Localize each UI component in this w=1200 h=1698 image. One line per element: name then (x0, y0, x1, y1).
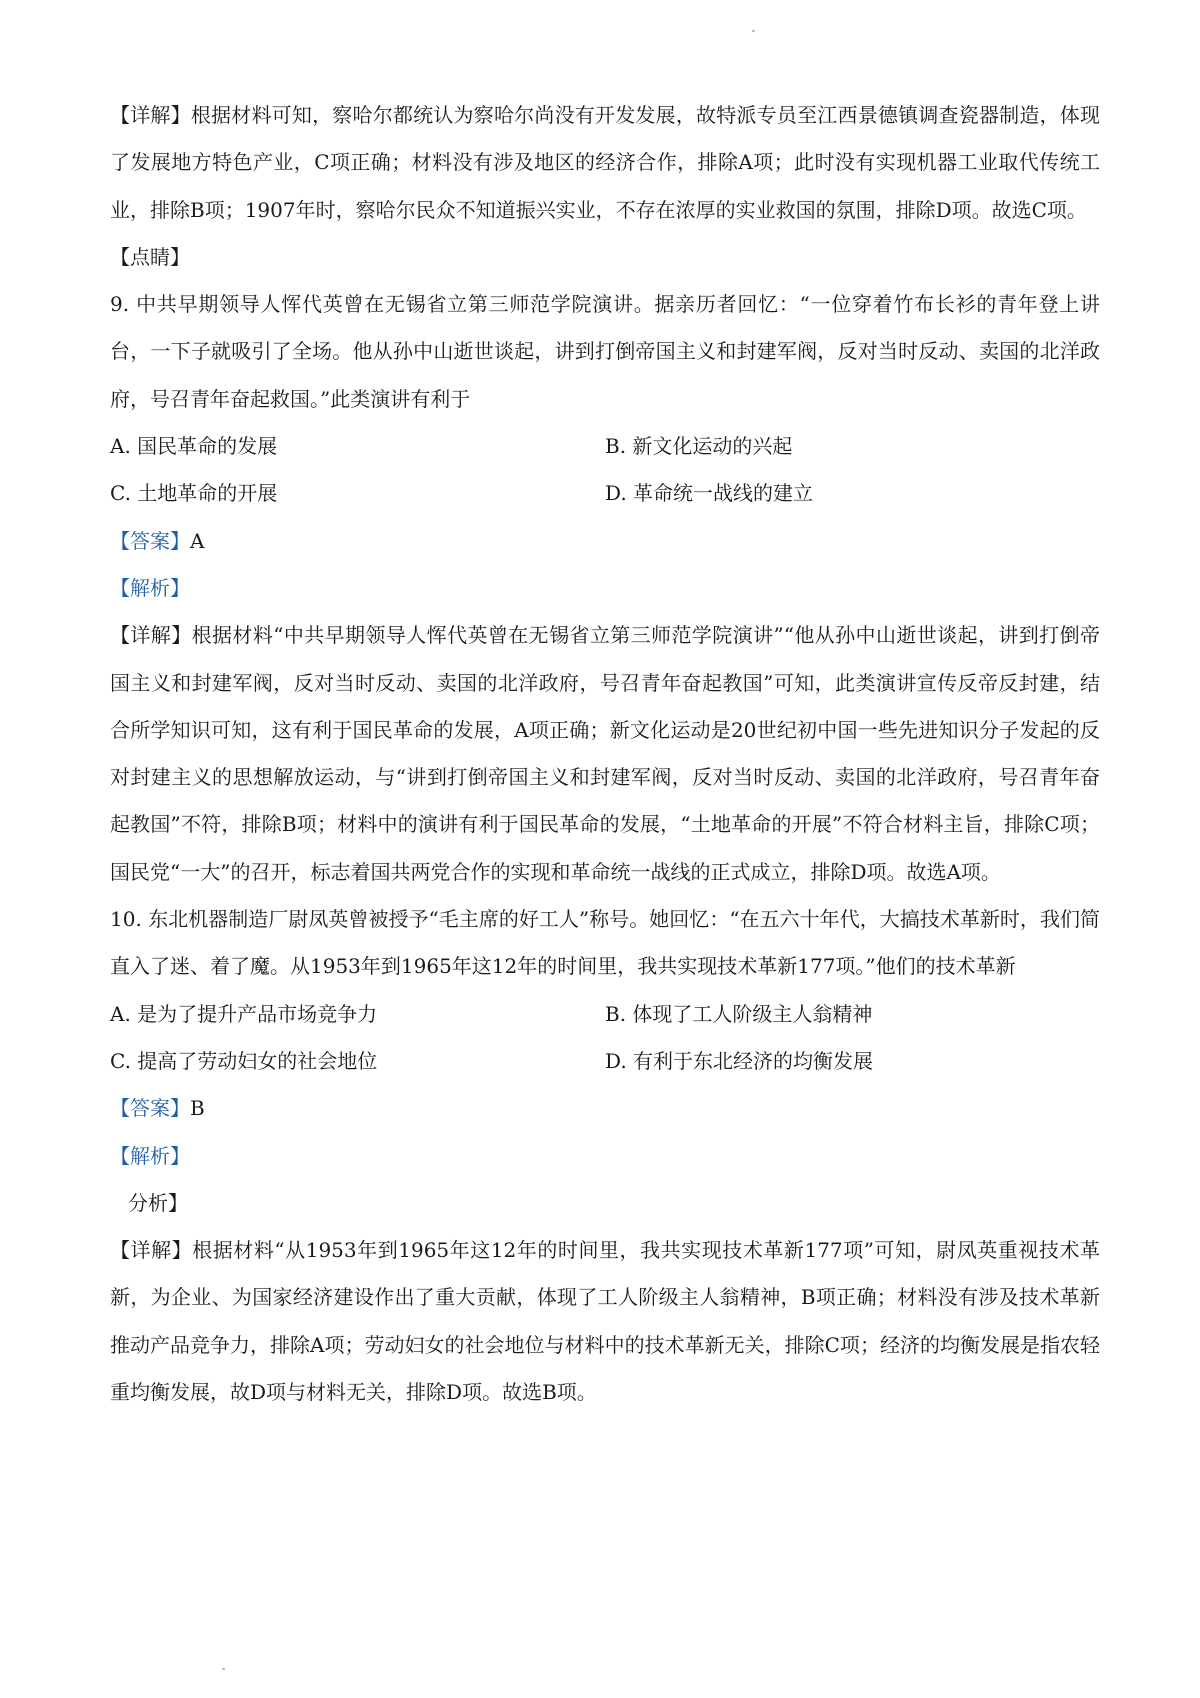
top-speck (752, 30, 755, 32)
question-9-options-row-1 (110, 423, 1100, 470)
option-c: C. 土地革命的开展 (110, 481, 278, 506)
detail-text: 根据材料“中共早期领导人恽代英曾在无锡省立第三师范学院演讲”“他从孙中山逝世谈起，讲到打倒帝国主义和封建军阀，反对当时反动、卖国的北洋政府，号召青年奋起教国”可知，此类演讲宣传反帝反封建，结合所学知识可知，这有利于国民革命的发展，A项正确；新文化运动是20世纪初中国一些先进知识分子发起的反对封建主义的思想解放运动，与“讲到打倒帝国主义和封建军阀，反对当时反动、卖国的北洋政府，号召青年奋起教国”不符，排除B项；材料中的演讲有利于国民革命的发展，“土地革命的开展”不符合材料主旨，排除C项；国民党“一大”的召开，标志着国共两党合作的实现和革命统一战线的正式成立，排除D项。故选A项。 (110, 623, 1100, 884)
question-10-options-row-1 (110, 991, 1100, 1038)
detail-tag: 【详解】 (110, 103, 191, 127)
answer-tag: 【答案】 (110, 1096, 190, 1121)
document-page (110, 92, 1100, 1416)
question-10-answer (110, 1085, 1100, 1132)
question-10-options-row-2 (110, 1038, 1100, 1085)
detail-tag: 【详解】 (110, 1238, 193, 1263)
question-9-answer (110, 518, 1100, 565)
option-a: A. 国民革命的发展 (110, 434, 278, 459)
option-d: D. 有利于东北经济的均衡发展 (605, 1048, 874, 1073)
option-c: C. 提高了劳动妇女的社会地位 (110, 1048, 378, 1073)
prev-detail-paragraph (110, 92, 1100, 234)
option-d: D. 革命统一战线的建立 (605, 481, 814, 506)
question-9-stem: 9. 中共早期领导人恽代英曾在无锡省立第三师范学院演讲。据亲历者回忆：“一位穿着竹布长衫的青年登上讲台，一下子就吸引了全场。他从孙中山逝世谈起，讲到打倒帝国主义和封建军阀，反对当时反动、卖国的北洋政府，号召青年奋起救国。”此类演讲有利于 (110, 292, 1100, 411)
question-10-stem: 10. 东北机器制造厂尉凤英曾被授予“毛主席的好工人”称号。她回忆：“在五六十年代，大搞技术革新时，我们简直入了迷、着了魔。从1953年到1965年这12年的时间里，我共实现技术革新177项。”他们的技术革新 (110, 907, 1100, 979)
option-b: B. 新文化运动的兴起 (605, 434, 793, 459)
question-9-analysis-tag: 【解析】 (110, 575, 190, 600)
answer-value: A (190, 528, 205, 553)
option-a: A. 是为了提升产品市场竞争力 (110, 1001, 378, 1026)
question-10-analysis-tag: 【解析】 (110, 1143, 190, 1168)
question-9-detail (110, 612, 1100, 896)
question-9-options-row-2 (110, 470, 1100, 517)
detail-tag: 【详解】 (110, 623, 192, 648)
option-b: B. 体现了工人阶级主人翁精神 (605, 1001, 873, 1026)
detail-text: 根据材料“从1953年到1965年这12年的时间里，我共实现技术革新177项”可知，尉凤英重视技术革新，为企业、为国家经济建设作出了重大贡献，体现了工人阶级主人翁精神，B项正确；材料没有涉及技术革新推动产品竞争力，排除A项；劳动妇女的社会地位与材料中的技术革新无关，排除C项；经济的均衡发展是指农轻重均衡发展，故D项与材料无关，排除D项。故选B项。 (110, 1238, 1101, 1405)
question-10-fenxi-tag: 分析】 (128, 1190, 188, 1215)
answer-value: B (190, 1096, 205, 1121)
question-10-detail (110, 1227, 1100, 1416)
dianjing-tag: 【点睛】 (110, 244, 190, 269)
detail-text: 根据材料可知，察哈尔都统认为察哈尔尚没有开发发展，故特派专员至江西景德镇调查瓷器制造，体现了发展地方特色产业，C项正确；材料没有涉及地区的经济合作，排除A项；此时没有实现机器工业取代传统工业，排除B项；1907年时，察哈尔民众不知道振兴实业，不存在浓厚的实业救国的氛围，排除D项。故选C项。 (110, 103, 1101, 222)
bottom-speck (222, 1668, 225, 1670)
answer-tag: 【答案】 (110, 528, 190, 553)
